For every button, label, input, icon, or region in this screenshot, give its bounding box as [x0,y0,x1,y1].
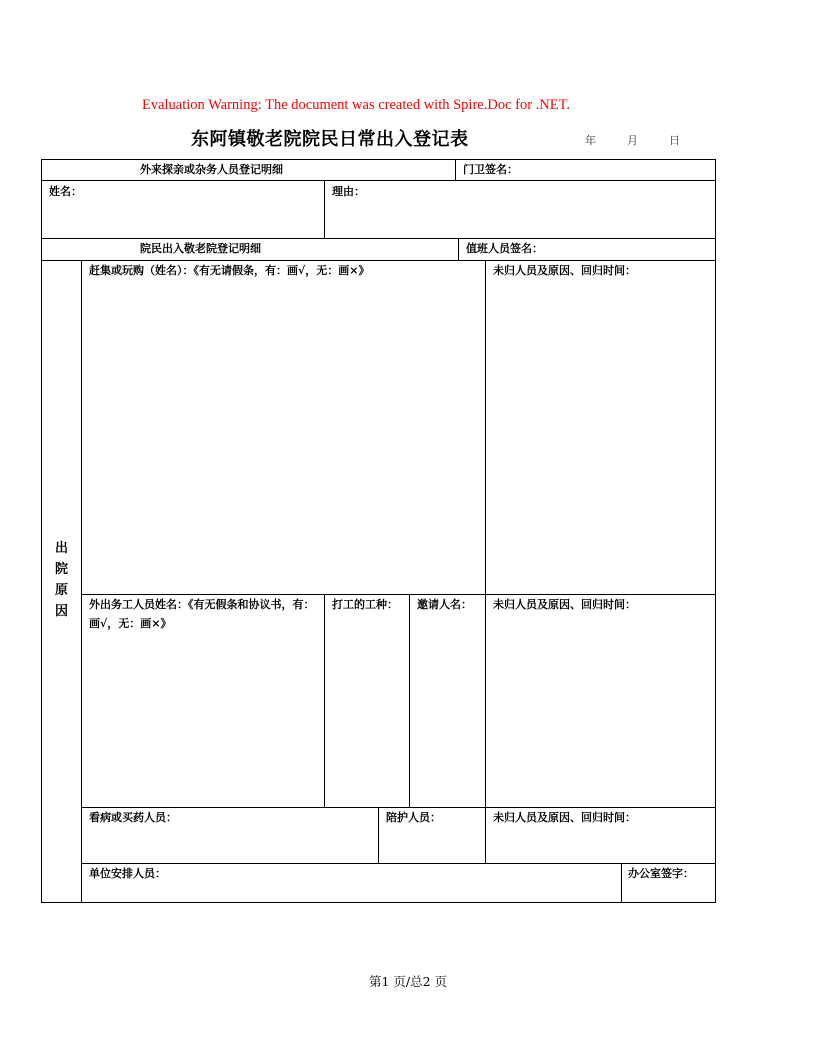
unreturned-label-1: 未归人员及原因、回归时间： [493,264,636,277]
visitor-section-header: 外来探亲或杂务人员登记明细 [140,163,283,176]
duty-signature-label: 值班人员签名： [466,242,543,255]
table-border-left [41,159,42,903]
date-month-label: 月 [627,134,638,147]
side-char: 原 [54,583,68,598]
table-divider [81,260,82,903]
date-year-label: 年 [585,134,596,147]
page-number: 第1 页/总2 页 [368,974,448,989]
table-rule [41,180,716,181]
table-divider [458,238,459,261]
inviter-label: 邀请人名： [417,598,472,611]
table-divider [378,807,379,864]
table-divider [324,594,325,808]
visitor-reason-label: 理由： [332,185,365,198]
arranged-personnel-label: 单位安排人员： [89,867,166,880]
table-divider [485,260,486,864]
side-char: 出 [54,541,68,556]
evaluation-warning: Evaluation Warning: The document was created with Spire.Doc for .NET. [141,97,571,113]
office-signature-label: 办公室签字： [628,867,694,880]
resident-section-header: 院民出入敬老院登记明细 [140,242,261,255]
unreturned-label-3: 未归人员及原因、回归时间： [493,811,636,824]
medical-visit-label: 看病或买药人员： [89,811,177,824]
guard-signature-label: 门卫签名： [463,163,518,176]
table-divider [621,863,622,903]
table-divider [455,159,456,181]
escort-label: 陪护人员： [386,811,441,824]
side-char: 因 [54,604,68,619]
date-day-label: 日 [669,134,680,147]
form-title: 东阿镇敬老院院民日常出入登记表 [191,129,469,150]
unreturned-label-2: 未归人员及原因、回归时间： [493,598,636,611]
table-border-right [715,159,716,903]
table-divider [324,180,325,239]
job-type-label: 打工的工种： [332,598,398,611]
side-char: 院 [54,562,68,577]
visitor-name-label: 姓名： [49,185,82,198]
table-border-bottom [41,902,716,903]
migrant-worker-label: 外出务工人员姓名：《有无假条和协议书，有：画√，无：画×》 [89,598,315,630]
market-outing-label: 赶集或玩购（姓名）：《有无请假条，有：画√，无：画×》 [89,264,370,277]
table-divider [409,594,410,808]
departure-reason-side-label [42,538,81,622]
